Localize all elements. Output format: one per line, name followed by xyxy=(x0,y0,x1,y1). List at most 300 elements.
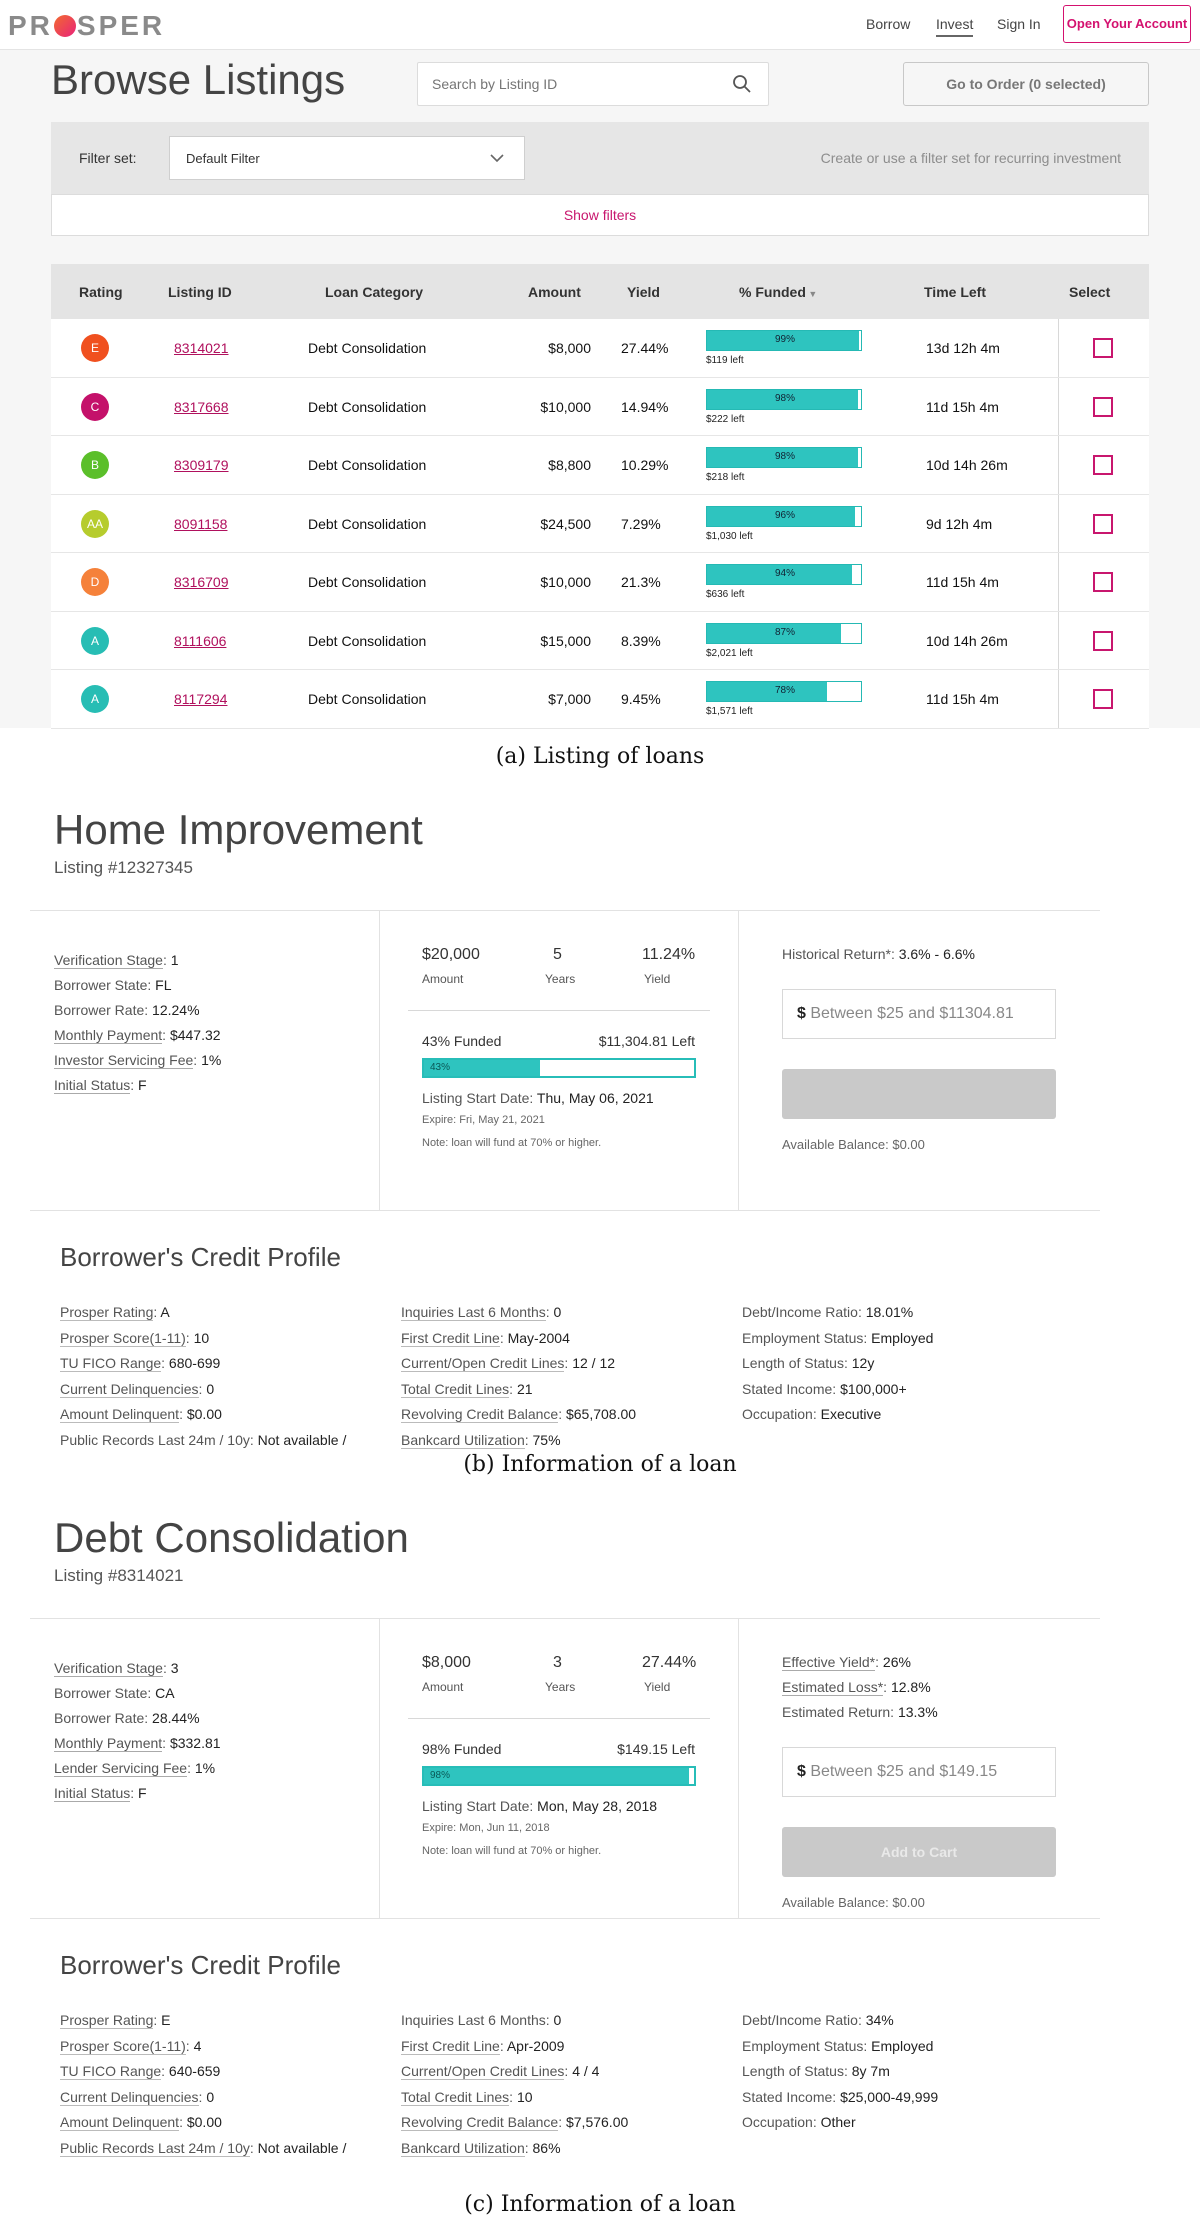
credit-key[interactable]: Prosper Rating xyxy=(60,2012,154,2028)
credit-item: Prosper Score(1-11): 4 xyxy=(60,2037,202,2054)
credit-item: Current Delinquencies: 0 xyxy=(60,1380,215,1397)
credit-key: Employment Status xyxy=(742,2037,864,2054)
rating-badge: C xyxy=(81,393,109,421)
select-checkbox[interactable] xyxy=(1093,514,1113,534)
rating-badge: E xyxy=(81,334,109,362)
detail-key[interactable]: Initial Status xyxy=(54,1077,131,1093)
credit-item: Public Records Last 24m / 10y: Not available / xyxy=(60,2139,347,2156)
loan-yield: 7.29% xyxy=(621,515,661,532)
credit-key[interactable]: Total Credit Lines xyxy=(401,1380,510,1397)
listing-id-link[interactable]: 8117294 xyxy=(174,691,228,707)
detail-item: Borrower Rate: 12.24% xyxy=(54,1002,200,1018)
rating-badge: AA xyxy=(81,510,109,538)
credit-key: Occupation xyxy=(742,2114,813,2130)
credit-key[interactable]: Bankcard Utilization xyxy=(401,2139,525,2156)
credit-key[interactable]: Inquiries Last 6 Months xyxy=(401,1304,546,1320)
credit-key[interactable]: Prosper Rating xyxy=(60,1304,154,1320)
credit-key[interactable]: Current Delinquencies xyxy=(60,2088,199,2105)
loan-title: Home Improvement xyxy=(54,806,423,853)
amount-left: $222 left xyxy=(706,413,745,425)
detail-item: Borrower State: FL xyxy=(54,977,172,993)
listing-id-link[interactable]: 8317668 xyxy=(174,398,229,415)
credit-key[interactable]: Bankcard Utilization xyxy=(401,1431,525,1448)
amount-left: $1,571 left xyxy=(706,706,753,717)
select-divider xyxy=(1058,612,1059,670)
credit-item: Length of Status: 8y 7m xyxy=(742,2063,890,2079)
credit-item: Stated Income: $25,000-49,999 xyxy=(742,2088,939,2105)
loan-yield: 14.94% xyxy=(621,398,669,415)
search-input[interactable] xyxy=(418,63,718,105)
funded-percent: 98% xyxy=(774,392,795,404)
credit-key[interactable]: TU FICO Range xyxy=(60,1355,162,1371)
credit-item: Prosper Score(1-11): 10 xyxy=(60,1329,210,1346)
funded-progress-bar xyxy=(706,389,862,410)
search-icon[interactable] xyxy=(732,74,752,94)
amount-left: $2,021 left xyxy=(706,647,753,659)
header-time-left[interactable]: Time Left xyxy=(924,284,986,300)
credit-value: 4 / 4 xyxy=(572,2063,600,2079)
credit-item: Revolving Credit Balance: $65,708.00 xyxy=(401,1406,637,1422)
column-divider xyxy=(379,1618,380,1918)
detail-item: Initial Status: F xyxy=(54,1785,147,1801)
loan-category: Debt Consolidation xyxy=(308,574,427,590)
loan-amount: $7,000 xyxy=(548,691,591,707)
credit-item: Bankcard Utilization: 75% xyxy=(401,1431,561,1448)
listing-start-date: Listing Start Date: Thu, May 06, 2021 xyxy=(422,1090,654,1106)
table-row[interactable] xyxy=(51,612,1149,671)
page-title: Browse Listings xyxy=(51,56,346,103)
detail-key[interactable]: Monthly Payment xyxy=(54,1027,163,1043)
credit-key[interactable]: Public Records Last 24m / 10y xyxy=(60,2139,250,2156)
credit-value: 86% xyxy=(532,2139,561,2156)
available-balance: Available Balance: $0.00 xyxy=(782,1137,925,1152)
credit-value: 0 xyxy=(206,1380,215,1397)
return-value: 13.3% xyxy=(897,1704,938,1720)
credit-value: 640-659 xyxy=(168,2063,221,2079)
credit-item: Prosper Rating: A xyxy=(60,1304,170,1320)
detail-value: FL xyxy=(155,977,172,993)
listing-id-link[interactable]: 8111606 xyxy=(174,632,227,649)
credit-value: 75% xyxy=(532,1431,561,1448)
table-header xyxy=(51,264,1149,319)
amount-left: $1,030 left xyxy=(706,530,753,542)
credit-key: Debt/Income Ratio xyxy=(742,2012,858,2028)
search-box xyxy=(417,62,769,106)
loan-yield-label: Yield xyxy=(644,1680,671,1694)
time-left: 10d 14h 26m xyxy=(926,632,1008,649)
credit-value: $65,708.00 xyxy=(565,1406,637,1422)
select-checkbox[interactable] xyxy=(1093,689,1113,709)
loan-amount: $8,800 xyxy=(548,457,591,473)
section-divider xyxy=(30,910,1100,911)
select-divider xyxy=(1058,495,1059,553)
investment-amount-input[interactable] xyxy=(782,989,1056,1039)
credit-value: 0 xyxy=(553,1304,562,1320)
loan-years-label: Years xyxy=(545,1680,576,1694)
time-left: 9d 12h 4m xyxy=(926,515,993,532)
credit-item: Employment Status: Employed xyxy=(742,1329,934,1346)
loan-years-label: Years xyxy=(545,972,576,986)
expire-date: Expire: Mon, Jun 11, 2018 xyxy=(422,1822,550,1834)
add-to-cart-button[interactable]: Add to Cart xyxy=(782,1827,1056,1877)
credit-value: 680-699 xyxy=(168,1355,221,1371)
rating-badge: D xyxy=(81,568,109,596)
funded-percent: 98% xyxy=(430,1770,451,1781)
select-checkbox[interactable] xyxy=(1093,572,1113,592)
credit-key[interactable]: Current/Open Credit Lines xyxy=(401,2063,565,2079)
amount-left: $119 left xyxy=(706,355,744,366)
select-checkbox[interactable] xyxy=(1093,397,1113,417)
credit-key[interactable]: Prosper Score(1-11) xyxy=(60,2037,186,2054)
credit-item: Occupation: Other xyxy=(742,2114,856,2130)
return-key: Estimated Return xyxy=(782,1704,891,1720)
detail-value: 1% xyxy=(201,1052,222,1068)
return-key[interactable]: Effective Yield* xyxy=(782,1654,876,1670)
open-account-button[interactable]: Open Your Account xyxy=(1063,5,1191,43)
detail-value: F xyxy=(138,1077,147,1093)
rating-badge: B xyxy=(81,451,109,479)
credit-value: Not available / xyxy=(257,1431,347,1448)
detail-value: $447.32 xyxy=(169,1027,221,1043)
credit-key: Inquiries Last 6 Months xyxy=(401,2012,546,2028)
loan-yield-label: Yield xyxy=(644,972,671,986)
funded-progress-bar xyxy=(706,330,862,351)
return-item: Estimated Return: 13.3% xyxy=(782,1704,938,1720)
loan-yield: 27.44% xyxy=(621,340,669,356)
detail-item: Monthly Payment: $332.81 xyxy=(54,1735,221,1751)
credit-item: Current/Open Credit Lines: 4 / 4 xyxy=(401,2063,600,2079)
dollar-icon: $ xyxy=(797,1005,806,1022)
credit-key[interactable]: Total Credit Lines xyxy=(401,2088,510,2105)
credit-item: Current/Open Credit Lines: 12 / 12 xyxy=(401,1355,616,1371)
credit-value: $25,000-49,999 xyxy=(840,2088,939,2105)
credit-value: Apr-2009 xyxy=(506,2037,565,2054)
section-divider xyxy=(30,1210,1100,1211)
credit-value: 0 xyxy=(206,2088,215,2105)
return-item: Estimated Loss*: 12.8% xyxy=(782,1679,931,1695)
select-checkbox[interactable] xyxy=(1093,338,1113,358)
return-key[interactable]: Estimated Loss* xyxy=(782,1679,884,1695)
loan-amount: $24,500 xyxy=(540,515,591,532)
credit-value: $100,000+ xyxy=(840,1380,907,1397)
table-row[interactable] xyxy=(51,319,1149,378)
credit-item: Stated Income: $100,000+ xyxy=(742,1380,907,1397)
detail-value: 12.24% xyxy=(152,1002,200,1018)
select-divider xyxy=(1058,670,1059,728)
credit-key: Debt/Income Ratio xyxy=(742,1304,858,1320)
credit-value: Employed xyxy=(871,1329,934,1346)
detail-key[interactable]: Verification Stage xyxy=(54,1660,163,1676)
return-value: 12.8% xyxy=(890,1679,931,1695)
credit-item: Prosper Rating: E xyxy=(60,2012,171,2028)
detail-value: 1% xyxy=(194,1760,216,1776)
loan-detail-debt-consolidation xyxy=(30,1514,1100,2154)
detail-key[interactable]: Investor Servicing Fee xyxy=(54,1052,194,1068)
credit-profile-title: Borrower's Credit Profile xyxy=(60,1242,341,1272)
credit-key[interactable]: TU FICO Range xyxy=(60,2063,162,2079)
loan-category: Debt Consolidation xyxy=(308,398,427,415)
select-checkbox[interactable] xyxy=(1093,631,1113,651)
credit-value: 12 / 12 xyxy=(572,1355,616,1371)
return-value: 26% xyxy=(882,1654,911,1670)
funded-percent: 96% xyxy=(774,509,795,521)
header-funded[interactable]: % Funded ▼ xyxy=(739,284,818,300)
select-divider xyxy=(1058,378,1059,436)
funded-progress-bar xyxy=(706,506,862,527)
return-key: Historical Return* xyxy=(782,946,891,962)
funded-percent: 87% xyxy=(774,626,795,638)
listing-start-date: Listing Start Date: Mon, May 28, 2018 xyxy=(422,1798,658,1814)
detail-value: 1 xyxy=(170,952,179,968)
detail-item: Borrower State: CA xyxy=(54,1685,175,1701)
rating-badge: A xyxy=(81,685,109,713)
credit-key[interactable]: Amount Delinquent xyxy=(60,1406,180,1422)
show-filters-link[interactable]: Show filters xyxy=(51,194,1149,236)
loan-amount-label: Amount xyxy=(422,1680,464,1694)
table-row[interactable] xyxy=(51,553,1149,612)
funded-progress-bar xyxy=(706,564,862,585)
table-row[interactable] xyxy=(51,495,1149,554)
credit-key[interactable]: Current/Open Credit Lines xyxy=(401,1355,565,1371)
loan-amount-value: $20,000 xyxy=(422,946,480,963)
listing-id-link[interactable]: 8309179 xyxy=(174,457,229,473)
listing-number: Listing #12327345 xyxy=(54,858,193,877)
select-divider xyxy=(1058,319,1059,377)
credit-item: Inquiries Last 6 Months: 0 xyxy=(401,1304,562,1320)
loan-yield: 9.45% xyxy=(621,691,661,707)
loan-title: Debt Consolidation xyxy=(54,1514,409,1561)
sort-down-icon: ▼ xyxy=(805,289,818,299)
loan-category: Debt Consolidation xyxy=(308,340,427,356)
funded-progress-fill xyxy=(424,1768,689,1784)
return-value: 3.6% - 6.6% xyxy=(898,946,975,962)
detail-item: Investor Servicing Fee: 1% xyxy=(54,1052,222,1068)
credit-value: $0.00 xyxy=(186,2114,222,2130)
return-item: Effective Yield*: 26% xyxy=(782,1654,911,1670)
credit-value: 8y 7m xyxy=(851,2063,890,2079)
credit-value: 0 xyxy=(553,2012,562,2028)
credit-item: First Credit Line: Apr-2009 xyxy=(401,2037,565,2054)
stats-divider xyxy=(408,1718,710,1719)
loan-amount-label: Amount xyxy=(422,972,464,986)
loan-category: Debt Consolidation xyxy=(308,515,427,532)
credit-value: E xyxy=(161,2012,171,2028)
detail-item: Lender Servicing Fee: 1% xyxy=(54,1760,216,1776)
detail-key[interactable]: Monthly Payment xyxy=(54,1735,163,1751)
credit-key: Stated Income xyxy=(742,2088,833,2105)
header-listing-id[interactable]: Listing ID xyxy=(168,284,232,300)
credit-item: Current Delinquencies: 0 xyxy=(60,2088,215,2105)
select-divider xyxy=(1058,436,1059,494)
credit-key: Stated Income xyxy=(742,1380,833,1397)
section-divider xyxy=(30,1618,1100,1619)
credit-item: Employment Status: Employed xyxy=(742,2037,934,2054)
credit-key: Occupation xyxy=(742,1406,813,1422)
detail-key[interactable]: Verification Stage xyxy=(54,952,163,968)
credit-key: Employment Status xyxy=(742,1329,864,1346)
loan-yield: 10.29% xyxy=(621,457,669,473)
credit-key[interactable]: Prosper Score(1-11) xyxy=(60,1329,186,1346)
credit-value: 34% xyxy=(865,2012,894,2028)
credit-key[interactable]: Current Delinquencies xyxy=(60,1380,199,1397)
detail-key[interactable]: Initial Status xyxy=(54,1785,131,1801)
funded-percent: 99% xyxy=(774,334,795,345)
nav-invest[interactable]: Invest xyxy=(936,16,973,37)
credit-item: Debt/Income Ratio: 34% xyxy=(742,2012,894,2028)
loan-amount-value: $8,000 xyxy=(422,1654,471,1671)
section-divider xyxy=(30,1918,1100,1919)
listing-id-link[interactable]: 8091158 xyxy=(174,515,228,532)
credit-value: 4 xyxy=(193,2037,202,2054)
listing-id-link[interactable]: 8314021 xyxy=(174,340,229,356)
credit-value: $0.00 xyxy=(186,1406,222,1422)
credit-value: $7,576.00 xyxy=(565,2114,629,2130)
select-checkbox[interactable] xyxy=(1093,455,1113,475)
detail-item: Verification Stage: 1 xyxy=(54,952,179,968)
prosper-logo[interactable]: PR SPER xyxy=(8,10,166,41)
chevron-down-icon xyxy=(490,151,504,165)
nav-sign-in[interactable]: Sign In xyxy=(997,16,1041,32)
credit-value: 10 xyxy=(193,1329,210,1346)
credit-item: Total Credit Lines: 10 xyxy=(401,2088,533,2105)
loan-years-value: 5 xyxy=(553,946,562,963)
time-left: 13d 12h 4m xyxy=(926,340,1000,356)
listing-id-link[interactable]: 8316709 xyxy=(174,574,229,590)
funded-percent: 78% xyxy=(774,685,795,696)
credit-value: 21 xyxy=(516,1380,533,1397)
credit-item: Bankcard Utilization: 86% xyxy=(401,2139,561,2156)
table-row[interactable] xyxy=(51,670,1149,729)
loan-detail-home-improvement xyxy=(30,806,1100,1446)
credit-item: First Credit Line: May-2004 xyxy=(401,1329,570,1346)
caption-a: (a) Listing of loans xyxy=(495,744,705,769)
credit-key: Length of Status xyxy=(742,2063,844,2079)
detail-key: Borrower State xyxy=(54,977,148,993)
credit-item: Occupation: Executive xyxy=(742,1406,882,1422)
funded-percent: 43% xyxy=(430,1062,451,1073)
filter-set-label: Filter set: xyxy=(79,150,137,166)
column-divider xyxy=(738,910,739,1210)
loan-category: Debt Consolidation xyxy=(308,691,427,707)
table-row[interactable] xyxy=(51,436,1149,495)
loan-amount: $10,000 xyxy=(540,574,591,590)
loan-yield-value: 11.24% xyxy=(642,946,696,963)
credit-value: Executive xyxy=(820,1406,882,1422)
table-row[interactable] xyxy=(51,378,1149,437)
loan-yield: 21.3% xyxy=(621,574,661,590)
time-left: 11d 15h 4m xyxy=(926,398,999,415)
detail-value: CA xyxy=(155,1685,175,1701)
credit-key[interactable]: Revolving Credit Balance xyxy=(401,1406,559,1422)
investment-amount-input[interactable] xyxy=(782,1747,1056,1797)
nav-borrow[interactable]: Borrow xyxy=(866,16,911,32)
detail-item: Borrower Rate: 28.44% xyxy=(54,1710,200,1726)
go-to-order-button[interactable]: Go to Order (0 selected) xyxy=(903,62,1149,106)
loan-yield-value: 27.44% xyxy=(642,1654,697,1671)
listing-number: Listing #8314021 xyxy=(54,1566,184,1585)
detail-key: Borrower Rate xyxy=(54,1002,145,1018)
funded-progress-bar xyxy=(706,623,862,644)
detail-value: $332.81 xyxy=(169,1735,221,1751)
credit-key[interactable]: Revolving Credit Balance xyxy=(401,2114,559,2130)
time-left: 11d 15h 4m xyxy=(926,574,999,590)
detail-key: Borrower State xyxy=(54,1685,148,1701)
top-navigation xyxy=(0,0,1200,50)
loan-years-value: 3 xyxy=(553,1654,562,1671)
credit-item: Length of Status: 12y xyxy=(742,1355,875,1371)
dollar-icon: $ xyxy=(797,1763,806,1780)
funding-note: Note: loan will fund at 70% or higher. xyxy=(422,1137,602,1149)
loan-amount: $10,000 xyxy=(540,398,591,415)
credit-profile-title: Borrower's Credit Profile xyxy=(60,1950,341,1980)
loan-category: Debt Consolidation xyxy=(308,632,427,649)
header-select: Select xyxy=(1069,284,1111,300)
credit-item: Revolving Credit Balance: $7,576.00 xyxy=(401,2114,629,2130)
funded-progress-bar xyxy=(422,1766,696,1786)
return-item: Historical Return*: 3.6% - 6.6% xyxy=(782,946,975,962)
select-divider xyxy=(1058,553,1059,611)
detail-value: 3 xyxy=(170,1660,179,1676)
credit-item: Amount Delinquent: $0.00 xyxy=(60,2114,222,2130)
loan-amount: $8,000 xyxy=(548,340,591,356)
loan-yield: 8.39% xyxy=(621,632,661,649)
detail-key[interactable]: Lender Servicing Fee xyxy=(54,1760,188,1776)
investment-amount-placeholder: Between $25 and $11304.81 xyxy=(810,1005,1014,1022)
caption-c: (c) Information of a loan xyxy=(464,2192,736,2217)
rating-badge: A xyxy=(81,627,109,655)
credit-value: Employed xyxy=(871,2037,934,2054)
investment-amount-placeholder: Between $25 and $149.15 xyxy=(810,1763,998,1780)
detail-value: 28.44% xyxy=(152,1710,200,1726)
credit-item: Total Credit Lines: 21 xyxy=(401,1380,533,1397)
funded-progress-bar xyxy=(422,1058,696,1078)
funded-progress-bar xyxy=(706,447,862,468)
credit-item: Debt/Income Ratio: 18.01% xyxy=(742,1304,914,1320)
add-to-cart-button[interactable] xyxy=(782,1069,1056,1119)
amount-left: $218 left xyxy=(706,472,745,483)
credit-value: May-2004 xyxy=(507,1329,570,1346)
available-balance: Available Balance: $0.00 xyxy=(782,1895,925,1910)
funded-percent: 98% xyxy=(774,451,795,462)
table-body xyxy=(51,319,1149,729)
funded-progress-bar xyxy=(706,681,862,702)
header-loan-category[interactable]: Loan Category xyxy=(325,284,424,300)
funded-text: 98% Funded xyxy=(422,1741,502,1757)
credit-item: Public Records Last 24m / 10y: Not available / xyxy=(60,1431,347,1448)
loan-amount: $15,000 xyxy=(540,632,591,649)
header-yield[interactable]: Yield xyxy=(627,284,660,300)
funded-text: 43% Funded xyxy=(422,1033,502,1049)
header-rating[interactable]: Rating xyxy=(79,284,123,300)
detail-key: Borrower Rate xyxy=(54,1710,145,1726)
credit-key[interactable]: Amount Delinquent xyxy=(60,2114,180,2130)
credit-key[interactable]: First Credit Line xyxy=(401,2037,500,2054)
credit-key: Length of Status xyxy=(742,1355,844,1371)
detail-item: Verification Stage: 3 xyxy=(54,1660,179,1676)
credit-key[interactable]: First Credit Line xyxy=(401,1329,500,1346)
filter-bar xyxy=(51,122,1149,194)
filter-set-select[interactable] xyxy=(169,136,525,180)
amount-left: $636 left xyxy=(706,589,745,600)
time-left: 11d 15h 4m xyxy=(926,691,999,707)
header-amount[interactable]: Amount xyxy=(528,284,581,300)
funded-percent: 94% xyxy=(774,568,795,579)
credit-value: Other xyxy=(820,2114,856,2130)
filter-set-value: Default Filter xyxy=(186,151,260,166)
credit-value: Not available / xyxy=(257,2139,347,2156)
detail-item: Monthly Payment: $447.32 xyxy=(54,1027,221,1043)
funding-note: Note: loan will fund at 70% or higher. xyxy=(422,1845,602,1857)
